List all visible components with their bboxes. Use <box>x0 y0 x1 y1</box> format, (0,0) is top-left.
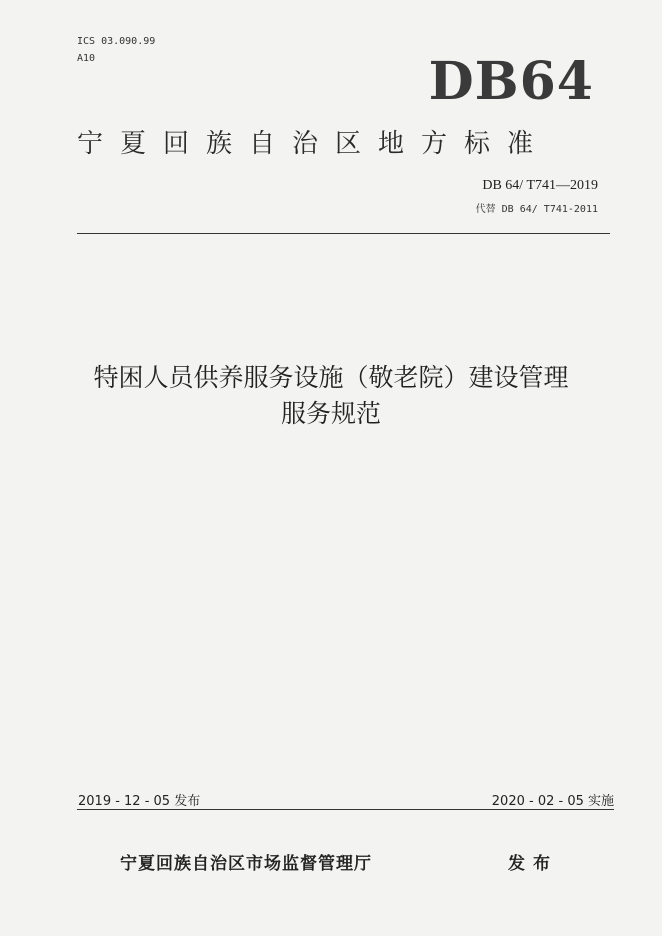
title-line-1: 特困人员供养服务设施（敬老院）建设管理 <box>93 363 569 392</box>
implementation-date: 2020 - 02 - 05 实施 <box>491 794 614 809</box>
document-title <box>0 360 662 432</box>
ccs-code: A10 <box>77 53 96 64</box>
classification-codes <box>77 33 155 67</box>
footer-divider <box>77 809 614 810</box>
header-divider <box>77 233 610 234</box>
issuing-authority: 宁夏回族自治区市场监督管理厅 <box>120 854 372 874</box>
standard-logo: DB64 <box>428 51 594 112</box>
replaces-standard: 代替 DB 64/ T741-2011 <box>475 204 598 215</box>
standard-number: DB 64/ T741—2019 <box>482 178 598 193</box>
title-line-2: 服务规范 <box>280 399 381 428</box>
ics-code: ICS 03.090.99 <box>77 36 156 47</box>
issuer-action: 发布 <box>508 854 558 874</box>
issue-date: 2019 - 12 - 05 发布 <box>78 794 201 809</box>
standard-type-heading: 宁夏回族自治区地方标准 <box>77 129 551 159</box>
